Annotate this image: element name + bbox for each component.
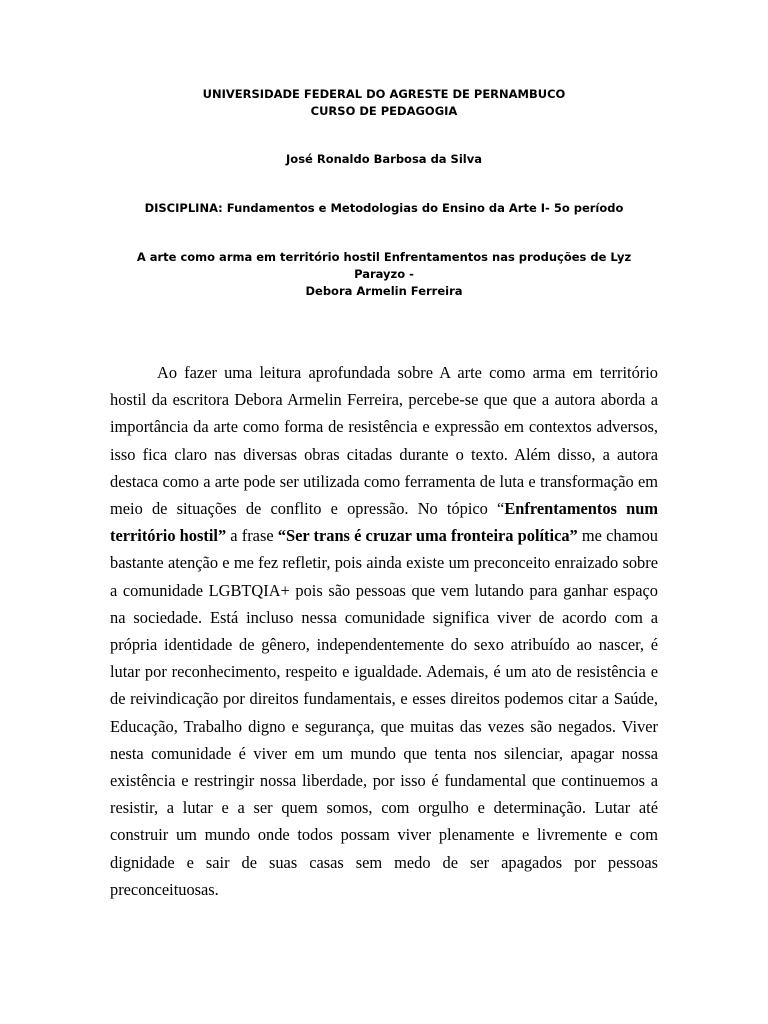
title-line-2: Debora Armelin Ferreira	[305, 284, 463, 298]
university-name: UNIVERSIDADE FEDERAL DO AGRESTE DE PERNAMBUCO	[202, 87, 566, 101]
body-paragraph	[110, 359, 658, 903]
paragraph-bold-2: “Ser trans é cruzar uma fronteira política”	[277, 526, 578, 546]
document-title	[110, 249, 658, 300]
course-name: CURSO DE PEDAGOGIA	[310, 104, 458, 118]
paragraph-text-3: me chamou bastante atenção e me fez refletir, pois ainda existe um preconceito enraizado sobre a comunidade LGBTQIA+ pois são pessoas que vem lutando para ganhar espaço na sociedade. Está incluso nessa comunidade significa viver de acordo com a própria identidade de gênero, independentemente do sexo atribuído ao nascer, é lutar por reconhecimento, respeito e igualdade. Ademais, é um ato de resistência e de reivindicação por direitos fundamentais, e esses direitos podemos citar a Saúde, Educação, Trabalho digno e segurança, que muitas das vezes são negados. Viver nesta comunidade é viver em um mundo que tenta nos silenciar, apagar nossa existência e restringir nossa liberdade, por isso é fundamental que continuemos a resistir, a lutar e a ser quem somos, com orgulho e determinação. Lutar até construir um mundo onde todos possam viver plenamente e livremente e com dignidade e sair de suas casas sem medo de ser apagados por pessoas preconceituosas.	[110, 526, 658, 899]
title-line-1: A arte como arma em território hostil Enfrentamentos nas produções de Lyz Parayzo -	[136, 250, 632, 281]
institution-header	[0, 86, 768, 120]
paragraph-text-1: Ao fazer uma leitura aprofundada sobre A arte como arma em território hostil da escritora Debora Armelin Ferreira, percebe-se que que a autora aborda a importância da arte como forma de resistência e expressão em contextos adversos, isso fica claro nas diversas obras citadas durante o texto. Além disso, a autora destaca como a arte pode ser utilizada como ferramenta de luta e transformação em meio de situações de conflito e opressão. No tópico “	[110, 363, 658, 519]
paragraph-bold-1: Enfrentamentos num território hostil”	[110, 499, 658, 546]
discipline-line: DISCIPLINA: Fundamentos e Metodologias do Ensino da Arte I- 5o período	[144, 201, 624, 215]
paragraph-text-2: a frase	[226, 526, 278, 546]
author-name: José Ronaldo Barbosa da Silva	[286, 152, 482, 166]
